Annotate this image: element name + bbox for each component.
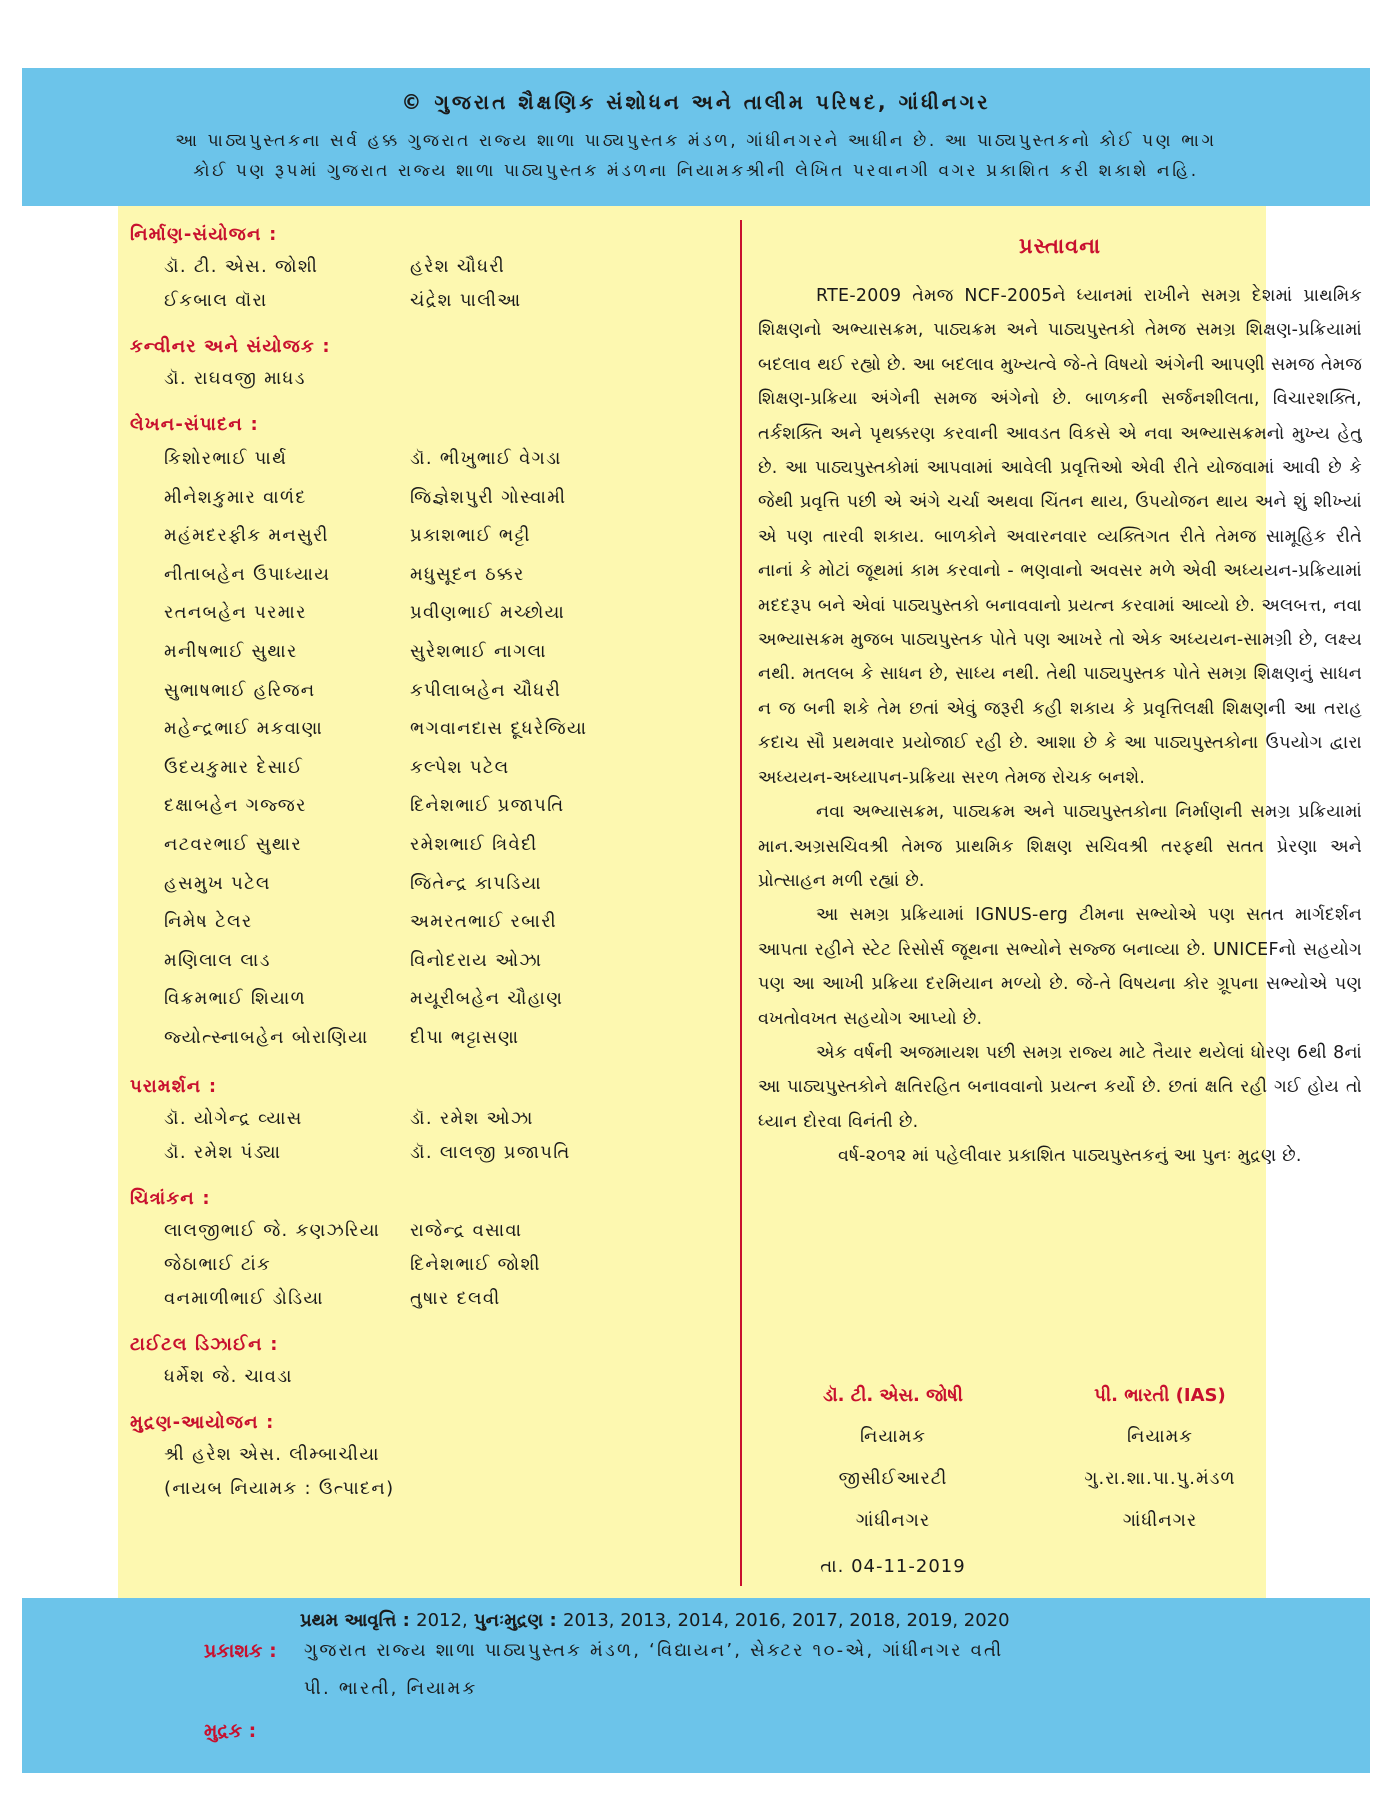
- credit-row: [130, 1438, 730, 1472]
- credit-row: [130, 1214, 730, 1248]
- copyright-banner: [22, 68, 1370, 206]
- credits-column: [130, 220, 730, 1506]
- credit-name: ચંદ્રેશ પાલીઆ: [410, 290, 522, 311]
- credit-row: [130, 1136, 730, 1170]
- credit-name: ભગવાનદાસ દૂધરેજિયા: [410, 718, 588, 740]
- credit-name: પ્રકાશભાઈ ભટ્ટી: [410, 525, 531, 547]
- credit-name: દક્ષાબહેન ગજ્જર: [164, 795, 307, 817]
- column-divider: [740, 220, 742, 1586]
- signature-right: [1030, 1376, 1290, 1542]
- credit-name: નિમેષ ટેલર: [164, 911, 253, 933]
- signatory-name: પી. ભારતી (IAS): [1094, 1385, 1226, 1406]
- preface-paragraph-4: એક વર્ષની અજમાયશ પછી સમગ્ર રાજ્ય માટે તૈયાર થયેલાં ધોરણ 6થી 8નાં આ પાઠ્યપુસ્તકોને ક્ષતિરહિત બનાવવાનો પ્રયત્ન કર્યો છે. છતાં ક્ષતિ રહી ગઈ હોય તો ધ્યાન દોરવા વિનંતી છે.: [758, 1042, 1362, 1132]
- edition-label: પ્રથમ આવૃત્તિ :: [300, 1610, 410, 1631]
- credit-name: સુભાષભાઈ હરિજન: [164, 679, 316, 701]
- section-heading-chitrankan: ચિત્રાંકન :: [130, 1187, 211, 1209]
- credit-name: મણિલાલ લાડ: [164, 949, 271, 971]
- credit-name: ધર્મેશ જે. ચાવડા: [164, 1365, 293, 1387]
- signatory-org: જીસીઈઆરટી: [838, 1468, 948, 1489]
- preface-column: [758, 226, 1362, 1174]
- credit-row: [130, 479, 730, 518]
- credit-row: [130, 1282, 730, 1316]
- credit-row: [130, 672, 730, 711]
- credit-row: [130, 865, 730, 904]
- credit-row: [130, 1472, 730, 1506]
- signatory-role: નિયામક: [1126, 1426, 1194, 1447]
- content-panel: [118, 206, 1362, 1598]
- signatory-place: ગાંધીનગર: [855, 1510, 931, 1531]
- credit-name: (નાયબ નિયામક : ઉત્પાદન): [164, 1477, 395, 1499]
- credit-row: [130, 250, 730, 284]
- credit-row: [130, 942, 730, 981]
- credit-row: [130, 826, 730, 865]
- section-heading-nirman: નિર્માણ-સંયોજન :: [130, 224, 278, 245]
- reprint-years: 2013, 2013, 2014, 2016, 2017, 2018, 2019, 2020: [563, 1610, 1010, 1631]
- preface-paragraph-3: આ સમગ્ર પ્રક્રિયામાં IGNUS-erg ટીમના સભ્યોએ પણ સતત માર્ગદર્શન આપતા રહીને સ્ટેટ રિસોર્સ જૂથના સભ્યોને સજ્જ બનાવ્યા છે. UNICEFનો સહયોગ પણ આ આખી પ્રક્રિયા દરમિયાન મળ્યો છે. જે-તે વિષયના કોર ગ્રૂપના સભ્યોએ પણ વખતોવખત સહયોગ આપ્યો છે.: [758, 905, 1362, 1029]
- section-heading-mudran: મુદ્રણ-આયોજન :: [130, 1411, 275, 1433]
- section-heading-convener: કન્વીનર અને સંયોજક :: [130, 336, 331, 357]
- credit-name: વિનોદરાય ઓઝા: [410, 949, 543, 971]
- credit-name: મયૂરીબહેન ચૌહાણ: [410, 988, 564, 1010]
- credit-name: નટવરભાઈ સુથાર: [164, 833, 302, 855]
- signatory-place: ગાંધીનગર: [1122, 1510, 1198, 1531]
- preface-paragraph-2: નવા અભ્યાસક્રમ, પાઠ્યક્રમ અને પાઠ્યપુસ્તકોના નિર્માણની સમગ્ર પ્રક્રિયામાં માન.અગ્રસચિવશ્રી તેમજ પ્રાથમિક શિક્ષણ સચિવશ્રી તરફથી સતત પ્રેરણા અને પ્રોત્સાહન મળી રહ્યાં છે.: [758, 802, 1362, 891]
- credit-name: સુરેશભાઈ નાગલા: [410, 640, 547, 662]
- signature-date: તા. 04-11-2019: [820, 1556, 966, 1577]
- signatory-role: નિયામક: [859, 1426, 927, 1447]
- credit-row: [130, 440, 730, 479]
- credit-row: [130, 980, 730, 1019]
- signatory-name: ડૉ. ટી. એસ. જોષી: [823, 1385, 963, 1406]
- credit-name: રાજેન્દ્ર વસાવા: [410, 1219, 523, 1241]
- credit-name: ડૉ. રમેશ ઓઝા: [410, 1107, 534, 1129]
- credit-name: કલ્પેશ પટેલ: [410, 756, 510, 778]
- credit-name: જિજ્ઞેશપુરી ગોસ્વામી: [410, 486, 567, 508]
- credit-name: મીનેશકુમાર વાળંદ: [164, 486, 307, 508]
- credit-name: લાલજીભાઈ જે. કણઝરિયા: [164, 1219, 381, 1241]
- copyright-title: © ગુજરાત શૈક્ષણિક સંશોધન અને તાલીમ પરિષદ, ગાંધીનગર: [401, 90, 991, 114]
- publisher-label: પ્રકાશક :: [204, 1640, 277, 1662]
- credit-name: દીપા ભટ્ટાસણા: [410, 1026, 520, 1048]
- credit-name: વનમાળીભાઈ ડોડિયા: [164, 1287, 324, 1309]
- credit-name: ડૉ. ટી. એસ. જોશી: [164, 256, 319, 277]
- credit-name: રતનબહેન પરમાર: [164, 602, 307, 624]
- credit-row: [130, 284, 730, 318]
- credit-row: [130, 517, 730, 556]
- credit-row: [130, 362, 730, 396]
- credit-row: [130, 903, 730, 942]
- section-heading-lekhan: લેખન-સંપાદન :: [130, 414, 259, 435]
- credit-name: ડૉ. યોગેન્દ્ર વ્યાસ: [164, 1107, 303, 1129]
- credit-name: ડૉ. ભીખુભાઈ વેગડા: [410, 448, 562, 469]
- credit-name: જેઠાભાઈ ટાંક: [164, 1253, 272, 1275]
- credit-name: જિતેન્દ્ર કાપડિયા: [410, 872, 543, 894]
- credit-name: શ્રી હરેશ એસ. લીમ્બાચીયા: [164, 1443, 380, 1465]
- credit-name: મહંમદરફીક મનસુરી: [164, 525, 329, 547]
- credit-name: નીતાબહેન ઉપાધ્યાય: [164, 563, 331, 585]
- credit-row: [130, 787, 730, 826]
- copyright-line-2: કોઈ પણ રૂપમાં ગુજરાત રાજ્ય શાળા પાઠ્યપુસ્તક મંડળના નિયામકશ્રીની લેખિત પરવાનગી વગર પ્રકાશિત કરી શકાશે નહિ.: [193, 161, 1199, 181]
- preface-paragraph-1: RTE-2009 તેમજ NCF-2005ને ધ્યાનમાં રાખીને સમગ્ર દેશમાં પ્રાથમિક શિક્ષણનો અભ્યાસક્રમ, પાઠ્યક્રમ અને પાઠ્યપુસ્તકો તેમજ સમગ્ર શિક્ષણ-પ્રક્રિયામાં બદલાવ થઈ રહ્યો છે. આ બદલાવ મુખ્યત્વે જે-તે વિષયો અંગેની આપણી સમજ તેમજ શિક્ષણ-પ્રક્રિયા અંગેની સમજ અંગેનો છે. બાળકની સર્જનશીલતા, વિચારશક્તિ, તર્કશક્તિ અને પૃથક્કરણ કરવાની આવડત વિકસે એ નવા અભ્યાસક્રમનો મુખ્ય હેતુ છે. આ પાઠ્યપુસ્તકોમાં આપવામાં આવેલી પ્રવૃત્તિઓ એવી રીતે યોજવામાં આવી છે કે જેથી પ્રવૃત્તિ પછી એ અંગે ચર્ચા અથવા ચિંતન થાય, ઉપયોજન થાય અને શું શીખ્યાં એ પણ તારવી શકાય. બાળકોને અવારનવાર વ્યક્તિગત રીતે તેમજ સામૂહિક રીતે નાનાં કે મોટાં જૂથમાં કામ કરવાનો - ભણવાનો અવસર મળે એવી અધ્યયન-પ્રક્રિયામાં મદદરૂપ બને એવાં પાઠ્યપુસ્તકો બનાવવાનો પ્રયત્ન કરવામાં આવ્યો છે. અલબત્ત, નવા અભ્યાસક્રમ મુજબ પાઠ્યપુસ્તક પોતે પણ આખરે તો એક અધ્યયન-સામગ્રી છે, લક્ષ્ય નથી. મતલબ કે સાધન છે, સાધ્ય નથી. તેથી પાઠ્યપુસ્તક પોતે સમગ્ર શિક્ષણનું સાધન ન જ બની શકે તેમ છતાં એવું જરૂરી કહી શકાય કે પ્રવૃત્તિલક્ષી શિક્ષણની આ તરાહ કદાચ સૌ પ્રથમવાર પ્રયોજાઈ રહી છે. આશા છે કે આ પાઠ્યપુસ્તકોના ઉપયોગ દ્વારા અધ્યયન-અધ્યાપન-પ્રક્રિયા સરળ તેમજ રોચક બનશે.: [758, 286, 1362, 788]
- edition-year: 2012,: [416, 1610, 468, 1631]
- reprint-label: પુનઃમુદ્રણ :: [473, 1610, 557, 1631]
- credit-row: [130, 594, 730, 633]
- credit-name: પ્રવીણભાઈ મચ્છોયા: [410, 602, 566, 624]
- preface-paragraph-5: વર્ષ-૨૦૧૨ માં પહેલીવાર પ્રકાશિત પાઠ્યપુસ્તકનું આ પુનઃ મુદ્રણ છે.: [838, 1146, 1302, 1167]
- credit-row: [130, 749, 730, 788]
- credit-name: કપીલાબહેન ચૌધરી: [410, 679, 562, 701]
- credit-row: [130, 1019, 730, 1058]
- edition-info: [300, 1610, 1010, 1631]
- section-heading-paramarshan: પરામર્શન :: [130, 1075, 218, 1097]
- section-heading-title-design: ટાઈટલ ડિઝાઈન :: [130, 1333, 279, 1355]
- credit-name: તુષાર દલવી: [410, 1287, 501, 1309]
- credit-name: ડૉ. રાઘવજી માધડ: [164, 368, 306, 389]
- credit-row: [130, 710, 730, 749]
- credit-name: હસમુખ પટેલ: [164, 872, 271, 894]
- printer-label: મુદ્રક :: [204, 1720, 257, 1742]
- credit-row: [130, 633, 730, 672]
- credit-row: [130, 1248, 730, 1282]
- preface-title: પ્રસ્તાવના: [1019, 234, 1101, 258]
- credit-row: [130, 556, 730, 595]
- credit-name: કિશોરભાઈ પાર્થ: [164, 448, 288, 469]
- credit-name: મહેન્દ્રભાઈ મકવાણા: [164, 718, 324, 740]
- credit-name: ઈકબાલ વૉરા: [164, 290, 268, 311]
- credit-name: જ્યોત્સ્નાબહેન બોરાણિયા: [164, 1026, 369, 1048]
- credit-name: રમેશભાઈ ત્રિવેદી: [410, 833, 538, 855]
- credit-name: મનીષભાઈ સુથાર: [164, 640, 298, 662]
- signatory-org: ગુ.રા.શા.પા.પુ.મંડળ: [1084, 1468, 1236, 1489]
- credit-name: દિનેશભાઈ જોશી: [410, 1253, 541, 1275]
- credit-name: ઉદયકુમાર દેસાઈ: [164, 756, 304, 778]
- credit-name: દિનેશભાઈ પ્રજાપતિ: [410, 795, 565, 817]
- signature-left: [763, 1376, 1023, 1588]
- credit-name: મધુસૂદન ઠક્કર: [410, 563, 525, 585]
- credit-name: ડૉ. લાલજી પ્રજાપતિ: [410, 1141, 571, 1163]
- credit-name: વિક્રમભાઈ શિયાળ: [164, 988, 306, 1010]
- credit-name: હરેશ ચૌધરી: [410, 256, 506, 277]
- credit-name: અમરતભાઈ રબારી: [410, 911, 557, 933]
- credit-row: [130, 1102, 730, 1136]
- credit-row: [130, 1360, 730, 1394]
- credit-name: ડૉ. રમેશ પંડ્યા: [164, 1141, 282, 1163]
- copyright-line-1: આ પાઠ્યપુસ્તકના સર્વ હક્ક ગુજરાત રાજ્ય શાળા પાઠ્યપુસ્તક મંડળ, ગાંધીનગરને આધીન છે. આ પાઠ્યપુસ્તકનો કોઈ પણ ભાગ: [175, 131, 1217, 151]
- publisher-line-1: ગુજરાત રાજ્ય શાળા પાઠ્યપુસ્તક મંડળ, ‘વિદ્યાયન’, સેક્ટર ૧૦-એ, ગાંધીનગર વતી: [304, 1640, 1004, 1661]
- publisher-line-2: પી. ભારતી, નિયામક: [304, 1678, 478, 1699]
- publication-footer: [22, 1598, 1370, 1773]
